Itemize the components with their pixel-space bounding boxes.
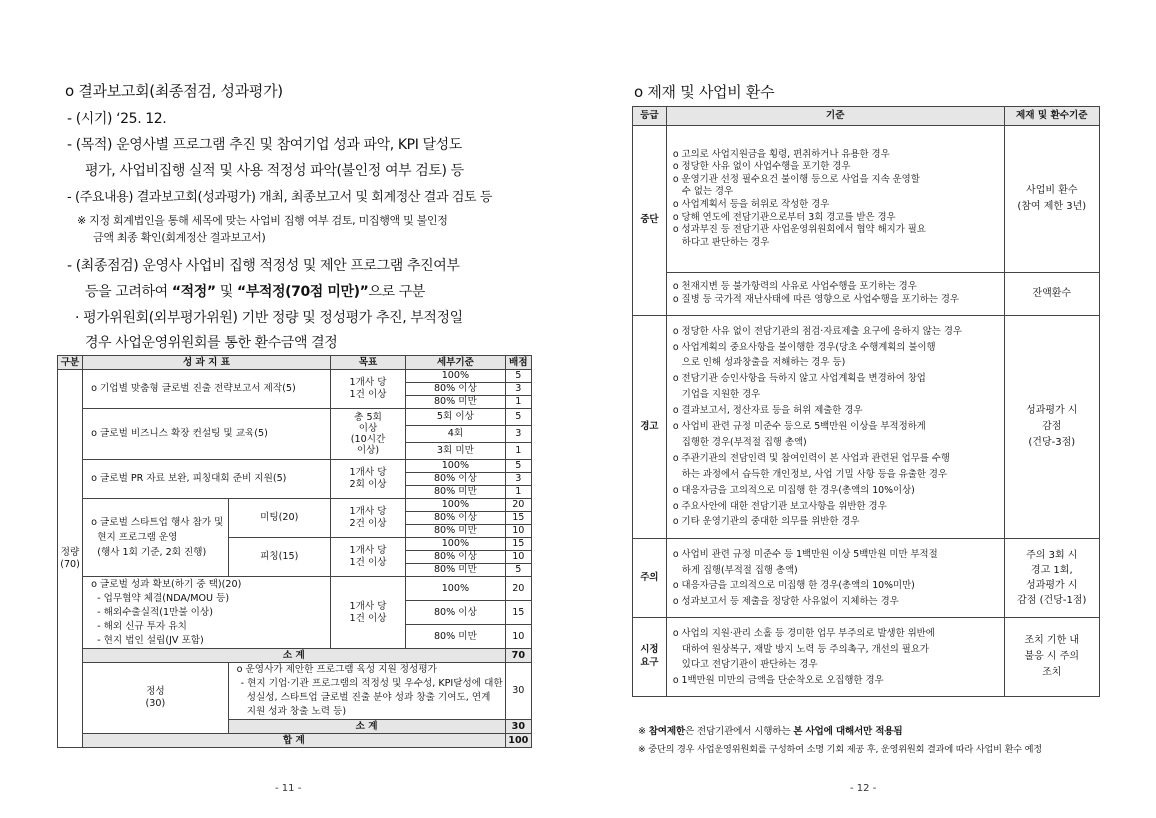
subtotal-label-1: 소 계 xyxy=(83,649,506,663)
th-sanction: 제재 및 환수기준 xyxy=(1004,107,1099,126)
crit-warning-5: 기업을 지원한 경우 xyxy=(672,389,761,401)
r1-s3: 1 xyxy=(505,396,531,409)
r4-s2: 15 xyxy=(505,512,531,525)
th-criteria: 세부기준 xyxy=(406,356,505,370)
crit-warning-11: o 대응자금을 고의적으로 미집행 한 경우(총액의 10%이상) xyxy=(672,484,915,496)
r4-s4: 15 xyxy=(505,538,531,551)
crit-warning-9: o 주관기관의 전담인력 및 참여인력이 본 사업과 관련된 업무를 수행 xyxy=(672,452,950,464)
crit-suspend-4: 수 없는 경우 xyxy=(672,186,734,198)
r2-s1: 5 xyxy=(505,409,531,426)
grade-correction: 시정 요구 xyxy=(633,618,667,697)
left-line-3: 평가, 사업비집행 실적 및 사용 적정성 파악(불인정 여부 검토) 등 xyxy=(85,163,464,179)
th-goal: 목표 xyxy=(330,356,405,370)
fn1-b1: 참여제한 xyxy=(648,726,685,737)
r4-goal1: 1개사 당 2건 이상 xyxy=(330,499,405,538)
footnote-2: ※ 중단의 경우 사업운영위원회를 구성하여 소명 기회 제공 후, 운영위원회 결과에 따라 사업비 환수 예정 xyxy=(638,744,1042,755)
r1-s1: 5 xyxy=(505,370,531,383)
eval-mid: 및 xyxy=(215,284,237,300)
r5-line-5: - 현지 법인 설립(JV 포함) xyxy=(97,634,204,646)
r5-line-4: - 해외 신규 투자 유치 xyxy=(97,620,187,632)
crit-suspend-3: o 운영기관 선정 필수요건 불이행 등으로 사업을 지속 운영할 xyxy=(672,173,920,185)
crit-caution-4: o 성과보고서 등 제출을 정당한 사유없이 지체하는 경우 xyxy=(672,595,899,607)
eval-q2: “부적정(70점 미만)” xyxy=(236,284,369,300)
r2-goal: 총 5회 이상 (10시간 이상) xyxy=(330,409,405,460)
r5-line-3: - 해외수출실적(1만불 이상) xyxy=(97,606,213,618)
grade-warning: 경고 xyxy=(633,316,667,539)
crit-suspend-5: o 사업계획서 등을 허위로 작성한 경우 xyxy=(672,199,830,210)
crit-warning-1: o 정당한 사유 없이 전담기관의 점검·자료제출 요구에 응하지 않는 경우 xyxy=(672,325,962,337)
left-line-8: 경우 사업운영위원회를 통한 환수금액 결정 xyxy=(85,335,338,351)
crit-correction-4: o 1백만원 미만의 금액을 단순착오로 오집행한 경우 xyxy=(672,674,884,686)
r4-s1: 20 xyxy=(505,499,531,512)
crit-warning-4: o 전담기관 승인사항을 득하지 않고 사업계획을 변경하여 창업 xyxy=(672,373,926,385)
r5-c1: 100% xyxy=(406,577,505,601)
r2-c1: 5회 이상 xyxy=(406,409,505,426)
qual-line-2: - 현지 기업·기관 프로그램의 적정성 및 우수성, KPI달성에 대한 xyxy=(240,678,503,689)
r5-line-2: - 업무협약 체결(NDA/MOU 등) xyxy=(97,592,230,604)
crit-suspend-b-1: o 천재지변 등 불가항력의 사유로 사업수행을 포기하는 경우 xyxy=(672,281,917,293)
r3-s1: 5 xyxy=(505,460,531,473)
left-line-7: · 평가위원회(외부평가위원) 기반 정량 및 정성평가 추진, 부적정일 xyxy=(75,310,463,326)
qual-score: 30 xyxy=(505,663,531,720)
r3-goal: 1개사 당 2회 이상 xyxy=(330,460,405,499)
total-label: 합 계 xyxy=(83,734,506,748)
r3-indicator: o 글로벌 PR 자료 보완, 피칭대회 준비 지원(5) xyxy=(83,460,331,499)
r3-s2: 3 xyxy=(505,473,531,486)
crit-suspend-2: o 정당한 사유 없이 사업수행을 포기한 경우 xyxy=(672,161,851,173)
r4-s3: 10 xyxy=(505,525,531,538)
crit-warning-7: o 사업비 관련 규정 미준수 등으로 5백만원 이상을 부적정하게 xyxy=(672,421,926,433)
r5-c2: 80% 이상 xyxy=(406,601,505,625)
r5-indicator xyxy=(83,577,331,649)
crit-correction-3: 있다고 전담기관이 판단하는 경우 xyxy=(672,659,818,670)
r1-c3: 80% 미만 xyxy=(406,396,505,409)
eval-q1: “적정” xyxy=(171,284,216,300)
th-score: 배점 xyxy=(505,356,531,370)
crit-suspend-8: 하다고 판단하는 경우 xyxy=(672,236,770,248)
r2-indicator: o 글로벌 비즈니스 확장 컨설팅 및 교육(5) xyxy=(83,409,331,460)
fn1-mid: 은 전담기관에서 시행하는 xyxy=(684,726,794,737)
subtotal-label-2: 소 계 xyxy=(228,720,505,734)
qual-indicator xyxy=(228,663,505,720)
crit-correction-2: 대하여 원상복구, 재발 방지 노력 등 주의촉구, 개선의 필요가 xyxy=(672,643,929,655)
r4-c3: 80% 미만 xyxy=(406,525,505,538)
left-note-2: 금액 최종 확인(회계정산 결과보고서) xyxy=(93,231,266,244)
eval-post: 으로 구분 xyxy=(368,284,425,300)
r3-c2: 80% 이상 xyxy=(406,473,505,486)
fn1-b2: 본 사업에 대해서만 적용됨 xyxy=(793,726,903,737)
crit-caution-2: 하게 집행(부적절 집행 총액) xyxy=(672,564,798,576)
crit-warning-3: 으로 인해 성과창출을 저해하는 경우 등) xyxy=(672,357,846,369)
crit-warning-8: 집행한 경우(부적절 집행 총액) xyxy=(672,436,807,448)
r4-goal2: 1개사 당 1건 이상 xyxy=(330,538,405,577)
footnote-1 xyxy=(638,723,902,737)
r4-c6: 80% 미만 xyxy=(406,564,505,577)
crit-warning-2: o 사업계획의 중요사항을 불이행한 경우(당초 수행계획의 불이행 xyxy=(672,341,936,353)
crit-warning-13: o 기타 운영기관의 중대한 의무를 위반한 경우 xyxy=(672,516,860,528)
crit-correction xyxy=(666,618,1004,697)
left-heading: o 결과보고회(최종점검, 성과평가) xyxy=(65,82,283,100)
crit-correction-1: o 사업의 지원·관리 소홀 등 경미한 업무 부주의로 발생한 위반에 xyxy=(672,628,935,639)
sanction-remaining: 잔액환수 xyxy=(1004,273,1099,316)
r5-s3: 10 xyxy=(505,625,531,649)
sanction-correction: 조치 기한 내 불응 시 주의 조치 xyxy=(1004,618,1099,697)
r4-indicator: o 글로벌 스타트업 행사 참가 및 현지 프로그램 운영 (행사 1회 기준, 2회 진행) xyxy=(83,499,229,577)
left-line-4: - (주요내용) 결과보고회(성과평가) 개최, 최종보고서 및 회계정산 결과 검토 등 xyxy=(67,190,493,205)
crit-suspend-6: o 당해 연도에 전담기관으로부터 3회 경고를 받은 경우 xyxy=(672,211,896,223)
sanction-caution: 주의 3회 시 경고 1회, 성과평가 시 감점 (건당-1점) xyxy=(1004,539,1099,618)
left-line-6 xyxy=(85,281,425,301)
th-grade: 등급 xyxy=(633,107,667,126)
r4-c2: 80% 이상 xyxy=(406,512,505,525)
r3-c1: 100% xyxy=(406,460,505,473)
sanction-suspend: 사업비 환수 (참여 제한 3년) xyxy=(1004,126,1099,273)
r4-s6: 5 xyxy=(505,564,531,577)
r1-c2: 80% 이상 xyxy=(406,383,505,396)
r2-s3: 1 xyxy=(505,443,531,460)
r3-c3: 80% 미만 xyxy=(406,486,505,499)
r2-s2: 3 xyxy=(505,426,531,443)
fn1-pre: ※ xyxy=(638,726,649,737)
crit-warning-12: o 주요사안에 대한 전담기관 보고사항을 위반한 경우 xyxy=(672,500,887,512)
crit-suspend-b-2: o 질병 등 국가적 재난사태에 따른 영향으로 사업수행을 포기하는 경우 xyxy=(672,294,959,305)
crit-caution xyxy=(666,539,1004,618)
sanction-warning: 성과평가 시 감점 (건당-3점) xyxy=(1004,316,1099,539)
crit-suspend-b xyxy=(666,273,1004,316)
r1-c1: 100% xyxy=(406,370,505,383)
r4-c5: 80% 이상 xyxy=(406,551,505,564)
left-note-1: ※ 지정 회계법인을 통해 세목에 맞는 사업비 집행 여부 검토, 미집행액 및 불인정 xyxy=(77,214,448,227)
r4-c4: 100% xyxy=(406,538,505,551)
subtotal-1: 70 xyxy=(505,649,531,663)
r3-s3: 1 xyxy=(505,486,531,499)
cat-qual: 정성 (30) xyxy=(83,663,229,734)
r4-sub-pitching: 피칭(15) xyxy=(228,538,330,577)
right-heading: o 제재 및 사업비 환수 xyxy=(634,83,775,101)
crit-caution-3: o 대응자금을 고의적으로 미집행 한 경우(총액의 10%미만) xyxy=(672,580,915,591)
qual-line-1: o 운영사가 제안한 프로그램 육성 지원 정성평가 xyxy=(236,664,437,675)
grade-caution: 주의 xyxy=(633,539,667,618)
left-line-1: - (시기) ‘25. 12. xyxy=(67,111,167,127)
subtotal-2: 30 xyxy=(505,720,531,734)
grade-suspend: 중단 xyxy=(633,126,667,316)
eval-pre: 등을 고려하여 xyxy=(85,284,172,300)
left-page-number: - 11 - xyxy=(275,783,302,794)
th-indicator: 성 과 지 표 xyxy=(83,356,331,370)
r1-s2: 3 xyxy=(505,383,531,396)
th-category: 구분 xyxy=(58,356,83,370)
crit-caution-1: o 사업비 관련 규정 미준수 등 1백만원 이상 5백만원 미만 부적절 xyxy=(672,549,938,560)
r4-c1: 100% xyxy=(406,499,505,512)
r5-c3: 80% 미만 xyxy=(406,625,505,649)
crit-warning-10: 하는 과정에서 습득한 개인정보, 사업 기밀 사항 등을 유출한 경우 xyxy=(672,468,948,480)
r5-s1: 20 xyxy=(505,577,531,601)
sanction-table xyxy=(632,106,1100,697)
r4-sub-meeting: 미팅(20) xyxy=(228,499,330,538)
r1-indicator: o 기업별 맞춤형 글로벌 진출 전략보고서 제작(5) xyxy=(83,370,331,409)
crit-warning-6: o 결과보고서, 정산자료 등을 허위 제출한 경우 xyxy=(672,405,863,417)
crit-warning xyxy=(666,316,1004,539)
r5-goal: 1개사 당 1건 이상 xyxy=(330,577,405,649)
qual-line-3: 성실성, 스타트업 글로벌 진출 분야 성과 창출 기여도, 연계 xyxy=(240,692,491,703)
right-page-number: - 12 - xyxy=(850,783,877,794)
left-line-5: - (최종점검) 운영사 사업비 집행 적정성 및 제안 프로그램 추진여부 xyxy=(67,258,460,274)
r2-c2: 4회 xyxy=(406,426,505,443)
performance-table xyxy=(57,355,532,748)
cat-quant: 정량 (70) xyxy=(58,370,83,748)
total-value: 100 xyxy=(505,734,531,748)
left-line-2: - (목적) 운영사별 프로그램 추진 및 참여기업 성과 파악, KPI 달성도 xyxy=(67,137,462,153)
r5-line-1: o 글로벌 성과 확보(하기 중 택)(20) xyxy=(91,578,242,590)
crit-suspend-1: o 고의로 사업지원금을 횡령, 편취하거나 유용한 경우 xyxy=(672,148,890,160)
r5-s2: 15 xyxy=(505,601,531,625)
r4-s5: 10 xyxy=(505,551,531,564)
crit-suspend xyxy=(666,126,1004,273)
r2-c3: 3회 미만 xyxy=(406,443,505,460)
r1-goal: 1개사 당 1건 이상 xyxy=(330,370,405,409)
qual-line-4: 지원 성과 창출 노력 등) xyxy=(240,706,347,717)
th-criteria-r: 기준 xyxy=(666,107,1004,126)
crit-suspend-7: o 성과부진 등 전담기관 사업운영위원회에서 협약 해지가 필요 xyxy=(672,224,926,236)
